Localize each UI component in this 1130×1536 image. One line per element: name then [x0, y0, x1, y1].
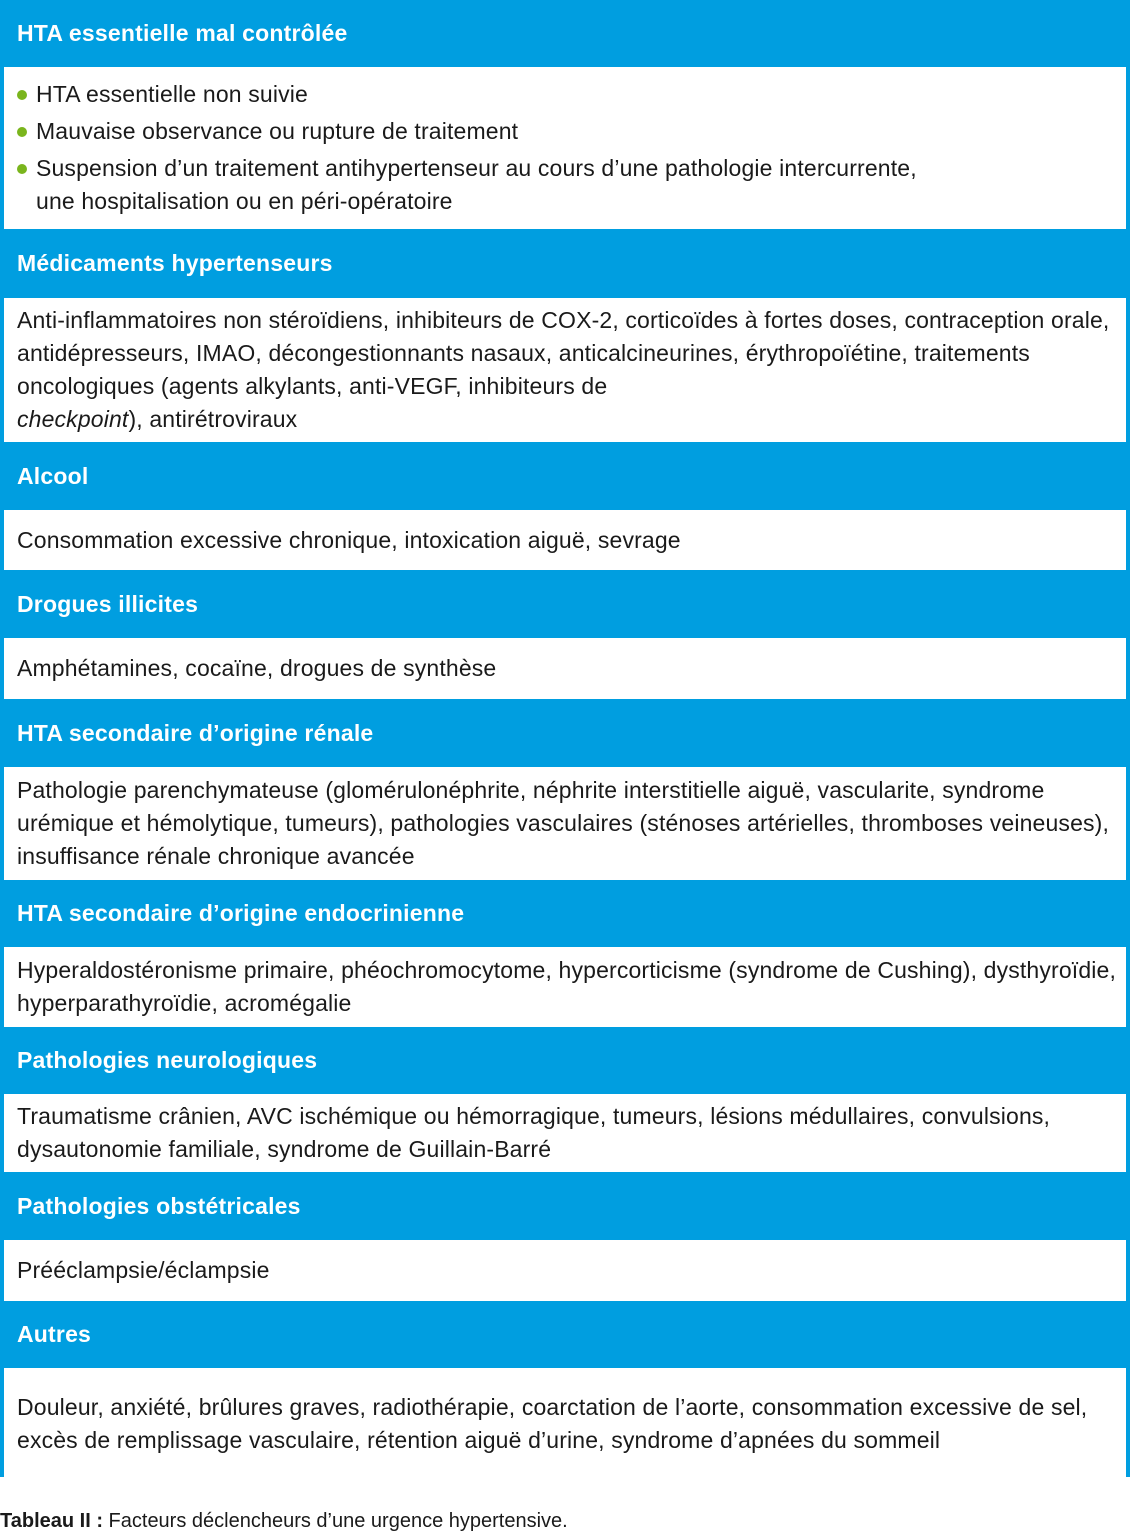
section-header: [0, 229, 1130, 298]
list-item: [17, 152, 1116, 218]
section-body: [4, 298, 1126, 442]
section-text: Douleur, anxiété, brûlures graves, radiothérapie, coarctation de l’aorte, consommation excessive de sel, excès de remplissage vasculaire, rétention aiguë d’urine, syndrome d’apnées du sommeil: [17, 1393, 1088, 1453]
section-text: Consommation excessive chronique, intoxication aiguë, sevrage: [17, 526, 681, 553]
section-body: [4, 947, 1126, 1027]
section-header: [0, 699, 1130, 767]
section-title: Autres: [17, 1321, 92, 1347]
section-title: Pathologies neurologiques: [17, 1047, 318, 1073]
bullet-icon: [17, 164, 27, 174]
section-body: [4, 67, 1126, 229]
section-body: [4, 510, 1126, 570]
caption-text: Facteurs déclencheurs d’une urgence hypertensive.: [102, 1510, 568, 1532]
section-text: Prééclampsie/éclampsie: [17, 1257, 270, 1283]
section-text: Hyperaldostéronisme primaire, phéochromocytome, hypercorticisme (syndrome de Cushing), dysthyroïdie, hyperparathyroïdie, acromégalie: [17, 957, 1116, 1016]
section-header: [0, 1027, 1130, 1094]
bullet-icon: [17, 127, 27, 137]
list-item-text: Suspension d’un traitement antihypertenseur au cours d’une pathologie intercurrente, une hospitalisation ou en péri-opératoire: [36, 155, 917, 214]
list-item: [17, 78, 1116, 111]
section-title: Pathologies obstétricales: [17, 1192, 301, 1219]
section-header: [0, 880, 1130, 947]
italic-term: checkpoint: [17, 406, 129, 432]
section-header: [0, 1301, 1130, 1368]
section-title: Alcool: [17, 462, 89, 489]
table-caption: [0, 1510, 568, 1533]
section-title: Médicaments hypertenseurs: [17, 250, 333, 276]
section-body: [4, 1240, 1126, 1301]
list-item: [17, 115, 1116, 148]
section-title: HTA secondaire d’origine rénale: [17, 719, 374, 746]
bullet-icon: [17, 90, 27, 100]
section-body: [4, 638, 1126, 699]
section-header: [0, 0, 1130, 67]
section-title: Drogues illicites: [17, 590, 199, 617]
list-item-text: Mauvaise observance ou rupture de traitement: [36, 118, 519, 144]
section-body: [4, 1094, 1126, 1172]
section-body: [4, 767, 1126, 880]
section-title: HTA essentielle mal contrôlée: [17, 20, 348, 46]
caption-label: Tableau II :: [0, 1510, 103, 1532]
list-item-text: HTA essentielle non suivie: [36, 81, 308, 107]
section-text: Pathologie parenchymateuse (glomérulonéphrite, néphrite interstitielle aiguë, vascularite, syndrome urémique et hémolytique, tumeurs), pathologies vasculaires (sténoses artérielles, thromboses veineuses), insuffisance rénale chronique avancée: [17, 777, 1110, 869]
section-body: [4, 1368, 1126, 1479]
section-text: Anti-inflammatoires non stéroïdiens, inhibiteurs de COX-2, corticoïdes à fortes doses, contraception orale, antidépresseurs, IMAO, décongestionnants nasaux, anticalcineurines, érythropoïétine, traitements oncologiques (agents alkylants, anti-VEGF, inhibiteurs de checkpoint), antirétroviraux: [17, 307, 1110, 432]
section-header: [0, 570, 1130, 638]
section-header: [0, 1172, 1130, 1240]
section-title: HTA secondaire d’origine endocrinienne: [17, 900, 465, 926]
section-text: Traumatisme crânien, AVC ischémique ou hémorragique, tumeurs, lésions médullaires, convulsions, dysautonomie familiale, syndrome de Guillain-Barré: [17, 1103, 1051, 1162]
section-text: Amphétamines, cocaïne, drogues de synthèse: [17, 655, 497, 681]
section-header: [0, 442, 1130, 510]
